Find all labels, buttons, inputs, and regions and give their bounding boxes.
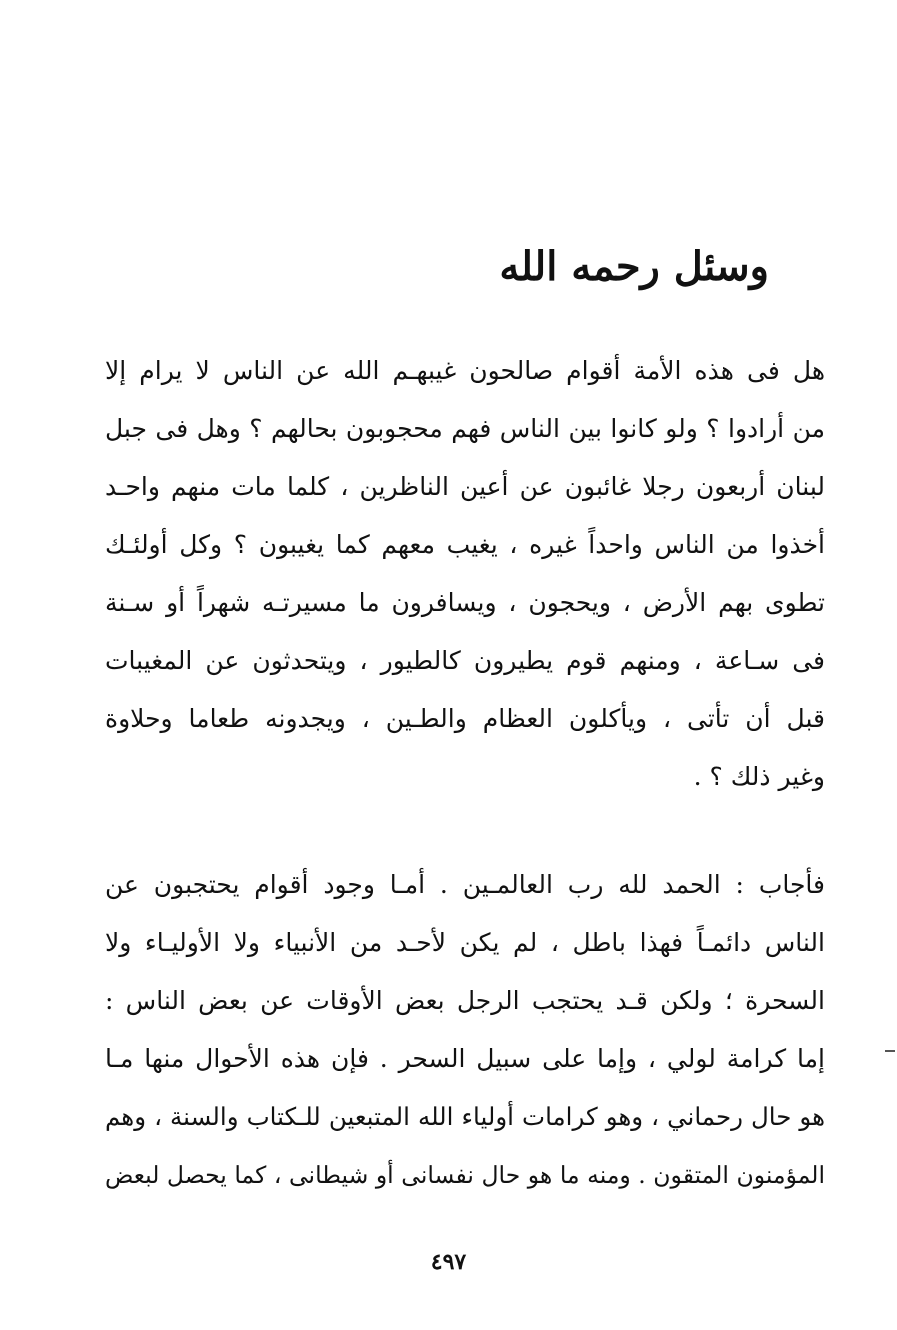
text-line: المؤمنون المتقون . ومنه ما هو حال نفسانى أو شيطانى ، كما يحصل لبعض — [105, 1161, 825, 1189]
page-number: ٤٩٧ — [430, 1249, 467, 1275]
text-line: قبل أن تأتى ، ويأكلون العظام والطـين ، ويجدونه طعاما وحلاوة — [105, 704, 825, 733]
text-line: هل فى هذه الأمة أقوام صالحون غيبهـم الله عن الناس لا يرام إلا — [105, 356, 825, 385]
answer-paragraph — [105, 856, 825, 1204]
question-paragraph — [105, 342, 825, 806]
text-line: الناس دائمـاً فهذا باطل ، لم يكن لأحـد من الأنبياء ولا الأوليـاء ولا — [105, 928, 825, 957]
text-line: فى سـاعة ، ومنهم قوم يطيرون كالطيور ، ويتحدثون عن المغيبات — [105, 646, 825, 675]
text-line: من أرادوا ؟ ولو كانوا بين الناس فهم محجوبون بحالهم ؟ وهل فى جبل — [105, 414, 825, 443]
text-line: وغير ذلك ؟ . — [693, 762, 825, 791]
text-line: لبنان أربعون رجلا غائبون عن أعين الناظرين ، كلما مات منهم واحـد — [105, 472, 825, 501]
section-heading: وسئل رحمه الله — [499, 243, 769, 290]
text-line: فأجاب : الحمد لله رب العالمـين . أمـا وجود أقوام يحتجبون عن — [105, 870, 825, 899]
text-line: تطوى بهم الأرض ، ويحجون ، ويسافرون ما مسيرتـه شهراً أو سـنة — [105, 588, 825, 617]
text-line: إما كرامة لولي ، وإما على سبيل السحر . فإن هذه الأحوال منها مـا — [105, 1044, 825, 1073]
text-line: هو حال رحماني ، وهو كرامات أولياء الله المتبعين للـكتاب والسنة ، وهم — [105, 1102, 825, 1131]
scan-mark — [885, 1050, 895, 1052]
text-line: السحرة ؛ ولكن قـد يحتجب الرجل بعض الأوقات عن بعض الناس : — [105, 986, 825, 1015]
text-line: أخذوا من الناس واحداً غيره ، يغيب معهم كما يغيبون ؟ وكل أولئـك — [105, 530, 825, 559]
